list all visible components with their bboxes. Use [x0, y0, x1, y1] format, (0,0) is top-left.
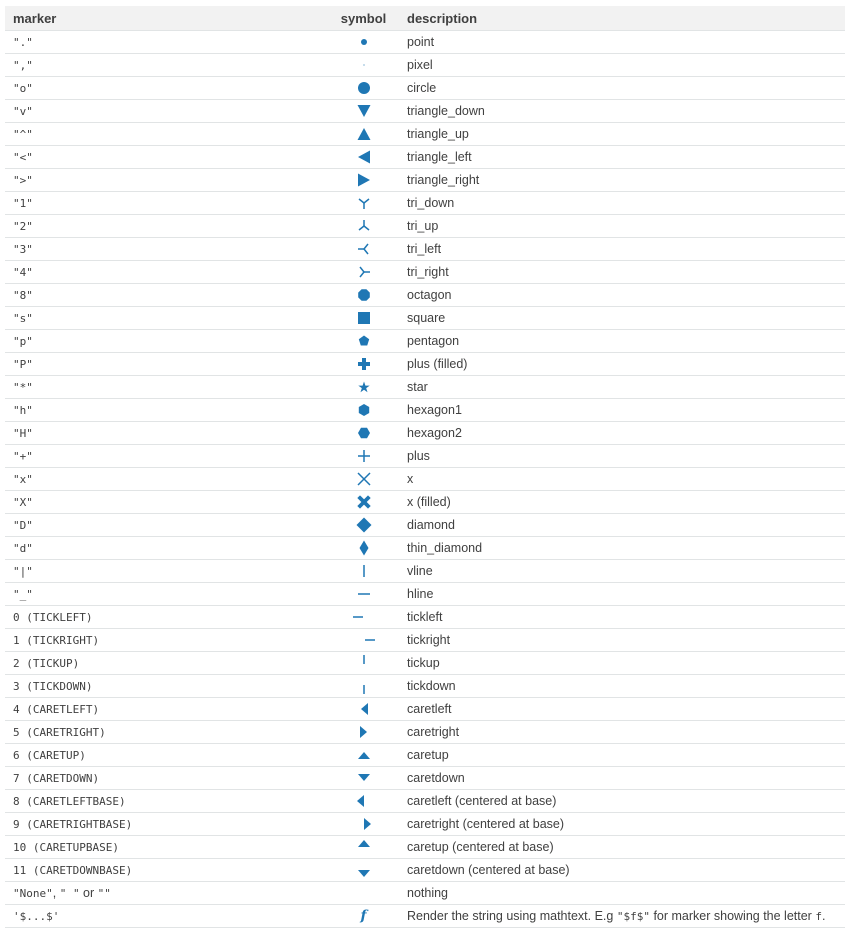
marker-code-text: "x" [13, 473, 33, 486]
marker-description [402, 905, 845, 928]
marker-description: diamond [402, 514, 845, 537]
table-row [5, 100, 845, 123]
marker-code [5, 284, 325, 307]
marker-description: triangle_left [402, 146, 845, 169]
header-symbol: symbol [325, 6, 402, 31]
marker-code [5, 560, 325, 583]
table-row [5, 652, 845, 675]
tickdown-icon [352, 677, 376, 695]
marker-code-text: "|" [13, 565, 33, 578]
tri-up-icon [352, 217, 376, 235]
triangle-right-icon [352, 171, 376, 189]
marker-code [5, 629, 325, 652]
marker-description: triangle_down [402, 100, 845, 123]
marker-code-text: ">" [13, 174, 33, 187]
marker-description: tickdown [402, 675, 845, 698]
marker-symbol [325, 882, 402, 905]
none-icon [352, 884, 376, 902]
table-row [5, 606, 845, 629]
marker-description: caretup [402, 744, 845, 767]
marker-code-text: "P" [13, 358, 33, 371]
marker-description: triangle_up [402, 123, 845, 146]
marker-description: caretdown [402, 767, 845, 790]
marker-description: caretup (centered at base) [402, 836, 845, 859]
caretleft-icon [352, 700, 376, 718]
marker-code-text: '$...$' [13, 910, 60, 923]
marker-code [5, 698, 325, 721]
marker-code [5, 376, 325, 399]
marker-symbol [325, 813, 402, 836]
marker-description: plus (filled) [402, 353, 845, 376]
marker-symbol [325, 721, 402, 744]
tickright-icon [352, 631, 376, 649]
marker-code [5, 790, 325, 813]
pixel-icon [352, 56, 376, 74]
text-part: f [815, 910, 822, 923]
table-row [5, 192, 845, 215]
marker-description: nothing [402, 882, 845, 905]
marker-description: point [402, 31, 845, 54]
marker-code [5, 859, 325, 882]
marker-symbol [325, 698, 402, 721]
table-row [5, 330, 845, 353]
marker-code [5, 215, 325, 238]
table-row [5, 399, 845, 422]
marker-description: circle [402, 77, 845, 100]
tri-down-icon [352, 194, 376, 212]
marker-symbol [325, 422, 402, 445]
marker-description: tickleft [402, 606, 845, 629]
marker-description: tickright [402, 629, 845, 652]
marker-code [5, 422, 325, 445]
marker-code-text: "h" [13, 404, 33, 417]
marker-symbol [325, 836, 402, 859]
marker-code [5, 606, 325, 629]
marker-code [5, 468, 325, 491]
marker-code-text: 0 (TICKLEFT) [13, 611, 93, 624]
marker-symbol [325, 169, 402, 192]
marker-code-text: 7 (CARETDOWN) [13, 772, 100, 785]
marker-symbol [325, 537, 402, 560]
marker-description: octagon [402, 284, 845, 307]
marker-description: hexagon2 [402, 422, 845, 445]
marker-code-text: "o" [13, 82, 33, 95]
marker-description: hexagon1 [402, 399, 845, 422]
marker-code-text: "s" [13, 312, 33, 325]
marker-symbol [325, 583, 402, 606]
marker-description: caretleft [402, 698, 845, 721]
table-row [5, 698, 845, 721]
marker-code [5, 146, 325, 169]
table-row [5, 790, 845, 813]
thin-diamond-icon [352, 539, 376, 557]
marker-code-text: "8" [13, 289, 33, 302]
table-row [5, 629, 845, 652]
plus-icon [352, 447, 376, 465]
marker-code [5, 123, 325, 146]
marker-symbol [325, 629, 402, 652]
marker-code-text: 6 (CARETUP) [13, 749, 86, 762]
marker-symbol [325, 284, 402, 307]
marker-code [5, 445, 325, 468]
marker-description: square [402, 307, 845, 330]
marker-symbol [325, 238, 402, 261]
marker-symbol [325, 790, 402, 813]
marker-symbol [325, 353, 402, 376]
marker-code-text: 11 (CARETDOWNBASE) [13, 864, 133, 877]
marker-description: tickup [402, 652, 845, 675]
marker-code [5, 767, 325, 790]
marker-symbol [325, 445, 402, 468]
marker-code [5, 675, 325, 698]
table-row [5, 905, 845, 928]
table-row [5, 537, 845, 560]
text-part: "None" [13, 887, 53, 900]
marker-code [5, 537, 325, 560]
marker-code-text: "H" [13, 427, 33, 440]
table-row [5, 261, 845, 284]
point-icon [352, 33, 376, 51]
table-row [5, 560, 845, 583]
marker-code-text: "d" [13, 542, 33, 555]
marker-symbol [325, 100, 402, 123]
table-row [5, 445, 845, 468]
table-row [5, 31, 845, 54]
hexagon1-icon [352, 401, 376, 419]
marker-code-text: "p" [13, 335, 33, 348]
table-row [5, 767, 845, 790]
octagon-icon [352, 286, 376, 304]
marker-code [5, 77, 325, 100]
marker-code-text: "3" [13, 243, 33, 256]
marker-description: pentagon [402, 330, 845, 353]
caretdown-icon [352, 769, 376, 787]
marker-code-text: "+" [13, 450, 33, 463]
marker-code-text: 5 (CARETRIGHT) [13, 726, 106, 739]
table-row [5, 215, 845, 238]
triangle-up-icon [352, 125, 376, 143]
table-row [5, 836, 845, 859]
caretrightbase-icon [352, 815, 376, 833]
marker-symbol [325, 468, 402, 491]
triangle-down-icon [352, 102, 376, 120]
table-row [5, 238, 845, 261]
marker-symbol [325, 307, 402, 330]
marker-description: triangle_right [402, 169, 845, 192]
text-part: Render the string using mathtext. E.g [407, 909, 617, 923]
marker-description: thin_diamond [402, 537, 845, 560]
table-row [5, 859, 845, 882]
marker-code-text: "*" [13, 381, 33, 394]
marker-symbol [325, 123, 402, 146]
diamond-icon [352, 516, 376, 534]
marker-symbol [325, 606, 402, 629]
hexagon2-icon [352, 424, 376, 442]
marker-code [5, 330, 325, 353]
marker-code-text: "X" [13, 496, 33, 509]
plus-filled-icon [352, 355, 376, 373]
marker-description: star [402, 376, 845, 399]
marker-symbol [325, 767, 402, 790]
marker-symbol [325, 905, 402, 928]
marker-code [5, 491, 325, 514]
marker-symbol [325, 744, 402, 767]
marker-symbol [325, 261, 402, 284]
marker-description: caretright (centered at base) [402, 813, 845, 836]
marker-symbol [325, 514, 402, 537]
x-filled-icon [352, 493, 376, 511]
marker-symbol [325, 491, 402, 514]
marker-symbol [325, 146, 402, 169]
marker-description: tri_right [402, 261, 845, 284]
marker-code-text: "_" [13, 588, 33, 601]
marker-description: x [402, 468, 845, 491]
marker-symbol [325, 376, 402, 399]
marker-code [5, 54, 325, 77]
marker-code [5, 905, 325, 928]
marker-symbol [325, 215, 402, 238]
marker-code-text: 10 (CARETUPBASE) [13, 841, 119, 854]
table-row [5, 123, 845, 146]
marker-symbol [325, 652, 402, 675]
tickleft-icon [352, 608, 376, 626]
marker-symbol [325, 192, 402, 215]
markers-table [5, 6, 845, 928]
marker-code [5, 836, 325, 859]
table-row [5, 422, 845, 445]
table-row [5, 491, 845, 514]
marker-code-text: "," [13, 59, 33, 72]
square-icon [352, 309, 376, 327]
marker-code [5, 307, 325, 330]
caretup-icon [352, 746, 376, 764]
marker-code-text: 1 (TICKRIGHT) [13, 634, 100, 647]
marker-code-text: "." [13, 36, 33, 49]
marker-symbol [325, 77, 402, 100]
tickup-icon [352, 654, 376, 672]
table-row [5, 744, 845, 767]
table-row [5, 468, 845, 491]
triangle-left-icon [352, 148, 376, 166]
circle-icon [352, 79, 376, 97]
marker-description: plus [402, 445, 845, 468]
marker-code [5, 813, 325, 836]
table-row [5, 353, 845, 376]
text-part: "$f$" [616, 910, 650, 923]
marker-symbol [325, 859, 402, 882]
table-row [5, 675, 845, 698]
marker-description: caretleft (centered at base) [402, 790, 845, 813]
table-row [5, 813, 845, 836]
marker-code-text: "2" [13, 220, 33, 233]
marker-description: caretright [402, 721, 845, 744]
caretright-icon [352, 723, 376, 741]
text-part: , [52, 886, 60, 900]
marker-code [5, 514, 325, 537]
text-part: . [821, 909, 826, 923]
marker-code-text: "^" [13, 128, 33, 141]
table-row [5, 77, 845, 100]
table-row [5, 169, 845, 192]
marker-code-text: "D" [13, 519, 33, 532]
marker-code [5, 192, 325, 215]
table-header-row [5, 6, 845, 31]
tri-left-icon [352, 240, 376, 258]
table-row [5, 376, 845, 399]
marker-code [5, 238, 325, 261]
marker-code [5, 31, 325, 54]
marker-description: hline [402, 583, 845, 606]
marker-symbol [325, 675, 402, 698]
marker-description: x (filled) [402, 491, 845, 514]
vline-icon [352, 562, 376, 580]
table-row [5, 514, 845, 537]
caretdownbase-icon [352, 861, 376, 879]
text-part: " " [59, 887, 80, 900]
marker-code [5, 583, 325, 606]
marker-code-text: "<" [13, 151, 33, 164]
marker-code [5, 744, 325, 767]
marker-description: pixel [402, 54, 845, 77]
pentagon-icon [352, 332, 376, 350]
marker-description: tri_left [402, 238, 845, 261]
star-icon [352, 378, 376, 396]
marker-code [5, 652, 325, 675]
marker-code [5, 100, 325, 123]
marker-description: tri_up [402, 215, 845, 238]
table-row [5, 882, 845, 905]
marker-symbol [325, 330, 402, 353]
table-row [5, 146, 845, 169]
table-row [5, 54, 845, 77]
marker-description: vline [402, 560, 845, 583]
table-row [5, 583, 845, 606]
x-icon [352, 470, 376, 488]
marker-code [5, 721, 325, 744]
marker-code [5, 399, 325, 422]
marker-code-text: 9 (CARETRIGHTBASE) [13, 818, 133, 831]
marker-code-text: "1" [13, 197, 33, 210]
marker-symbol [325, 54, 402, 77]
table-row [5, 721, 845, 744]
marker-code [5, 353, 325, 376]
marker-code-text: 4 (CARETLEFT) [13, 703, 100, 716]
text-part: for marker showing the letter [649, 909, 816, 923]
text-part: "" [97, 887, 111, 900]
marker-code [5, 169, 325, 192]
tri-right-icon [352, 263, 376, 281]
marker-symbol [325, 31, 402, 54]
marker-code-text: 3 (TICKDOWN) [13, 680, 93, 693]
marker-description: tri_down [402, 192, 845, 215]
marker-code [5, 261, 325, 284]
header-description: description [402, 6, 845, 31]
marker-symbol [325, 560, 402, 583]
table-row [5, 284, 845, 307]
marker-code [5, 882, 325, 905]
marker-code-text: 2 (TICKUP) [13, 657, 80, 670]
marker-symbol [325, 399, 402, 422]
text-part: or [79, 886, 98, 900]
caretupbase-icon [352, 838, 376, 856]
marker-code-text: "v" [13, 105, 33, 118]
marker-description: caretdown (centered at base) [402, 859, 845, 882]
caretleftbase-icon [352, 792, 376, 810]
table-row [5, 307, 845, 330]
header-marker: marker [5, 6, 325, 31]
marker-code-text: 8 (CARETLEFTBASE) [13, 795, 126, 808]
marker-code-text: "4" [13, 266, 33, 279]
hline-icon [352, 585, 376, 603]
mathtext-f-icon: f [360, 908, 367, 924]
